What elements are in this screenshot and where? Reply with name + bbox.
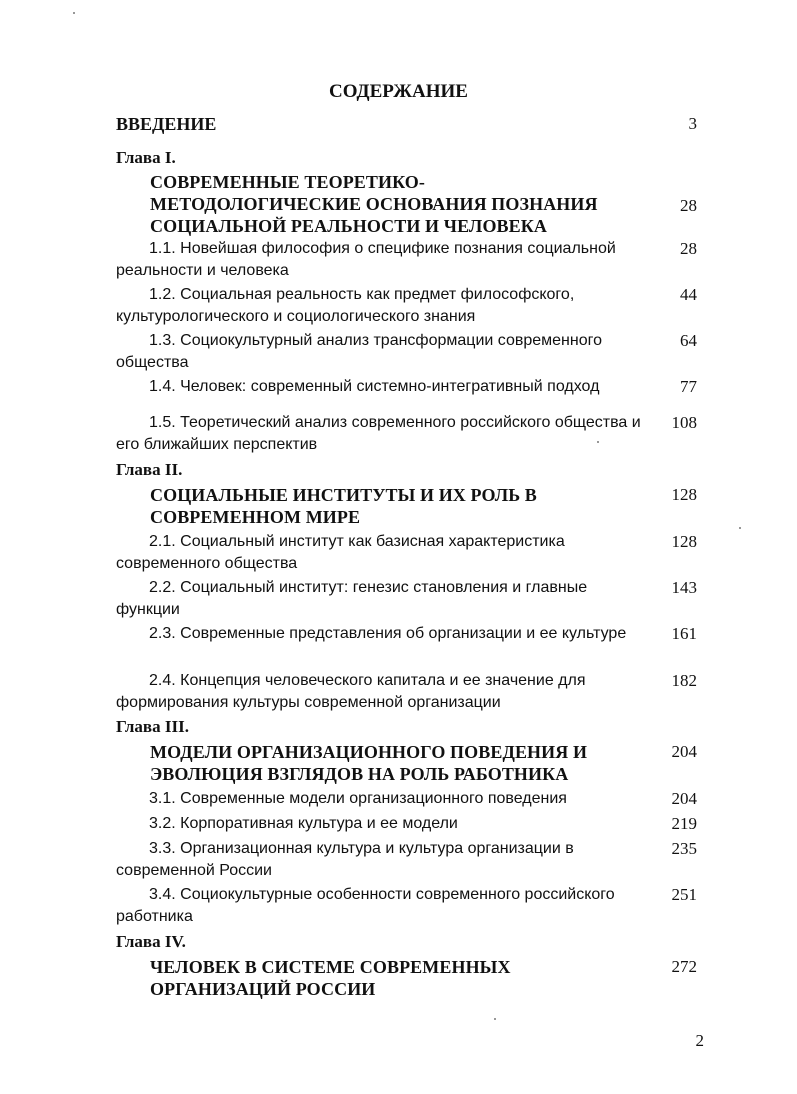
chapter-title: ЧЕЛОВЕК В СИСТЕМЕ СОВРЕМЕННЫХ ОРГАНИЗАЦИЙ РОССИИ xyxy=(150,957,511,999)
entry-text: 3.4. Социокультурные особенности современного российского работника xyxy=(116,886,615,925)
entry-text: 3.2. Корпоративная культура и ее модели xyxy=(149,815,458,832)
chapter-page: 28 xyxy=(680,196,697,215)
entry-text: 3.1. Современные модели организационного поведения xyxy=(149,790,567,807)
entry-text: 1.5. Теоретический анализ современного российского общества и его ближайших перспектив xyxy=(116,414,641,453)
entry-text: 2.2. Социальный институт: генезис становления и главные функции xyxy=(116,579,588,618)
entry-page: 219 xyxy=(671,814,697,833)
entry-text: 2.1. Социальный институт как базисная характеристика современного общества xyxy=(116,533,565,572)
chapter-title: СОВРЕМЕННЫЕ ТЕОРЕТИКО-МЕТОДОЛОГИЧЕСКИЕ ОСНОВАНИЯ ПОЗНАНИЯ СОЦИАЛЬНОЙ РЕАЛЬНОСТИ И ЧЕЛОВЕКА xyxy=(150,172,598,236)
entry-text: 1.2. Социальная реальность как предмет философского, культурологического и социологического знания xyxy=(116,286,575,325)
chapter-label: Глава IV. xyxy=(116,932,186,951)
scan-speck xyxy=(494,1018,496,1020)
page-number: 2 xyxy=(695,1031,704,1050)
entry-page: 128 xyxy=(671,532,697,551)
entry-text: 1.1. Новейшая философия о специфике познания социальной реальности и человека xyxy=(116,240,616,279)
entry-page: 235 xyxy=(671,839,697,858)
entry-page: 161 xyxy=(671,624,697,643)
intro-page: 3 xyxy=(688,114,697,133)
entry-page: 182 xyxy=(671,671,697,690)
entry-text: 3.3. Организационная культура и культура организации в современной России xyxy=(116,840,574,879)
toc-title: СОДЕРЖАНИЕ xyxy=(329,81,468,102)
intro-label: ВВЕДЕНИЕ xyxy=(116,114,217,134)
chapter-title: МОДЕЛИ ОРГАНИЗАЦИОННОГО ПОВЕДЕНИЯ И ЭВОЛЮЦИЯ ВЗГЛЯДОВ НА РОЛЬ РАБОТНИКА xyxy=(150,742,588,784)
chapter-label: Глава II. xyxy=(116,460,183,479)
entry-page: 143 xyxy=(671,578,697,597)
entry-text: 2.3. Современные представления об организации и ее культуре xyxy=(149,625,627,642)
chapter-page: 272 xyxy=(671,957,697,976)
scan-speck xyxy=(73,12,75,14)
chapter-label: Глава I. xyxy=(116,148,176,167)
entry-text: 2.4. Концепция человеческого капитала и ее значение для формирования культуры современной организации xyxy=(116,672,586,711)
scan-speck xyxy=(597,441,599,443)
chapter-title: СОЦИАЛЬНЫЕ ИНСТИТУТЫ И ИХ РОЛЬ В СОВРЕМЕННОМ МИРЕ xyxy=(150,485,537,527)
entry-text: 1.4. Человек: современный системно-интегративный подход xyxy=(149,378,600,395)
entry-page: 28 xyxy=(680,239,697,258)
chapter-page: 204 xyxy=(671,742,697,761)
entry-page: 251 xyxy=(671,885,697,904)
chapter-label: Глава III. xyxy=(116,717,189,736)
entry-page: 204 xyxy=(671,789,697,808)
entry-page: 64 xyxy=(680,331,697,350)
entry-page: 108 xyxy=(671,413,697,432)
chapter-page: 128 xyxy=(671,485,697,504)
entry-page: 77 xyxy=(680,377,697,396)
entry-page: 44 xyxy=(680,285,697,304)
scan-speck xyxy=(739,527,741,529)
entry-text: 1.3. Социокультурный анализ трансформации современного общества xyxy=(116,332,602,371)
